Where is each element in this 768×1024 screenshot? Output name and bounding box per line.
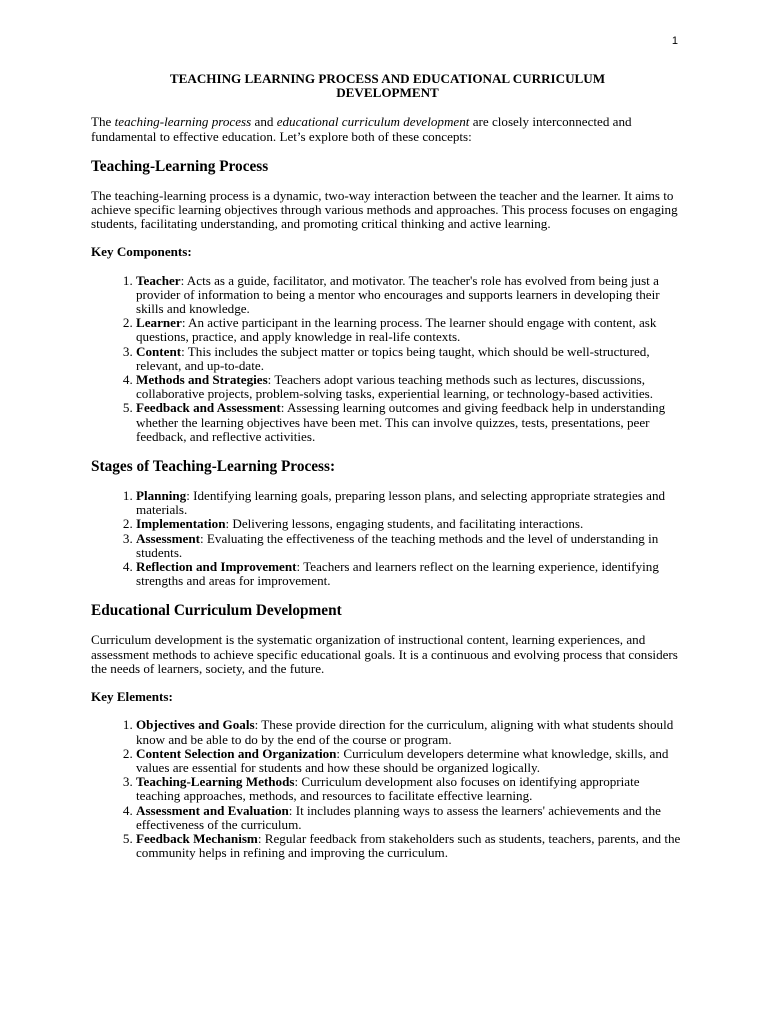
list-item bbox=[136, 517, 684, 531]
list-item bbox=[136, 775, 684, 803]
heading-curriculum-development: Educational Curriculum Development bbox=[91, 602, 342, 620]
list-item bbox=[136, 274, 684, 317]
intro-paragraph bbox=[91, 115, 684, 143]
document-title bbox=[91, 72, 684, 100]
list-item bbox=[136, 747, 684, 775]
key-elements-heading: Key Elements: bbox=[91, 689, 173, 705]
list-item-text: : An active participant in the learning process. The learner should engage with content, ask questions, practice, and apply knowledge in real-life contexts. bbox=[136, 315, 657, 345]
key-components-heading: Key Components: bbox=[91, 244, 192, 260]
list-item bbox=[136, 373, 684, 401]
teaching-learning-paragraph: The teaching-learning process is a dynamic, two-way interaction between the teacher and the learner. It aims to achieve specific learning objectives through various methods and approaches. This process focuses on engaging students, facilitating understanding, and promoting critical thinking and active learning. bbox=[91, 187, 678, 232]
document-title-line-1: TEACHING LEARNING PROCESS AND EDUCATIONAL CURRICULUM bbox=[169, 71, 606, 86]
list-item-term: Objectives and Goals bbox=[136, 717, 255, 733]
list-item-term: Teaching-Learning Methods bbox=[136, 774, 295, 790]
list-item-text: : Curriculum development also focuses on identifying appropriate teaching approaches, methods, and resources to facilitate effective learning. bbox=[136, 774, 640, 804]
list-item bbox=[136, 718, 684, 746]
list-item-term: Assessment bbox=[136, 530, 201, 546]
list-item-term: Planning bbox=[136, 488, 187, 504]
list-item-term: Methods and Strategies bbox=[136, 372, 268, 388]
list-item bbox=[136, 401, 684, 444]
curriculum-development-paragraph: Curriculum development is the systematic organization of instructional content, learning experiences, and assessment methods to achieve specific educational goals. It is a continuous and evolving process that considers the needs of learners, society, and the future. bbox=[91, 632, 678, 676]
list-item-term: Content bbox=[136, 343, 182, 359]
list-item-term: Reflection and Improvement bbox=[136, 559, 297, 575]
heading-stages: Stages of Teaching-Learning Process: bbox=[91, 458, 336, 476]
heading-teaching-learning-process: Teaching-Learning Process bbox=[91, 157, 269, 175]
list-item-text: : Teachers adopt various teaching methods such as lectures, discussions, collaborative projects, problem-solving tasks, experiential learning, or technology-based activities. bbox=[136, 372, 654, 402]
intro-emphasis-teaching-learning: teaching-learning process bbox=[114, 114, 252, 130]
stages-list bbox=[91, 489, 684, 588]
list-item bbox=[136, 560, 684, 588]
list-item bbox=[136, 532, 684, 560]
list-item-term: Teacher bbox=[136, 272, 181, 288]
intro-emphasis-curriculum: educational curriculum development bbox=[276, 114, 470, 130]
list-item-term: Learner bbox=[136, 315, 182, 331]
list-item-text: : Identifying learning goals, preparing lesson plans, and selecting appropriate strategies and materials. bbox=[136, 488, 666, 518]
intro-text-start: The bbox=[91, 114, 115, 130]
key-components-list bbox=[91, 274, 684, 444]
list-item bbox=[136, 345, 684, 373]
list-item bbox=[136, 832, 684, 860]
key-elements-list bbox=[91, 718, 684, 860]
list-item bbox=[136, 804, 684, 832]
list-item-text: : Regular feedback from stakeholders such as students, teachers, parents, and the community helps in refining and improving the curriculum. bbox=[136, 830, 681, 861]
list-item bbox=[136, 316, 684, 344]
list-item-term: Assessment and Evaluation bbox=[136, 802, 289, 818]
list-item-text: : It includes planning ways to assess the learners' achievements and the effectiveness of the curriculum. bbox=[136, 802, 661, 832]
list-item-text: : Assessing learning outcomes and giving feedback help in understanding whether the learning objectives have been met. This can involve quizzes, tests, presentations, peer feedback, and reflective activities. bbox=[136, 400, 666, 444]
list-item-text: : Evaluating the effectiveness of the teaching methods and the level of understanding in students. bbox=[136, 530, 659, 560]
intro-text-mid: and bbox=[251, 114, 277, 130]
intro-text-end: are closely interconnected and fundamental to effective education. Let’s explore both of these concepts: bbox=[91, 114, 632, 144]
list-item-term: Feedback Mechanism bbox=[136, 830, 258, 846]
list-item-text: : Teachers and learners reflect on the learning experience, identifying strengths and areas for improvement. bbox=[136, 559, 659, 589]
document-title-line-2: DEVELOPMENT bbox=[336, 85, 439, 101]
list-item bbox=[136, 489, 684, 517]
list-item-term: Feedback and Assessment bbox=[136, 400, 281, 416]
list-item-text: : This includes the subject matter or topics being taught, which should be well-structured, relevant, and up-to-date. bbox=[136, 343, 650, 373]
list-item-text: : Curriculum developers determine what knowledge, skills, and values are essential for students and how these should be organized logically. bbox=[136, 745, 669, 775]
page-number: 1 bbox=[671, 35, 678, 47]
list-item-term: Content Selection and Organization bbox=[136, 745, 337, 761]
list-item-text: : These provide direction for the curriculum, aligning with what students should know and be able to do by the end of the course or program. bbox=[136, 717, 674, 747]
list-item-term: Implementation bbox=[136, 516, 226, 532]
list-item-text: : Delivering lessons, engaging students, and facilitating interactions. bbox=[225, 516, 584, 532]
document-content bbox=[91, 72, 684, 874]
list-item-text: : Acts as a guide, facilitator, and motivator. The teacher's role has evolved from being just a provider of information to being a mentor who encourages and supports learners in developing their skills and knowledge. bbox=[136, 272, 660, 317]
